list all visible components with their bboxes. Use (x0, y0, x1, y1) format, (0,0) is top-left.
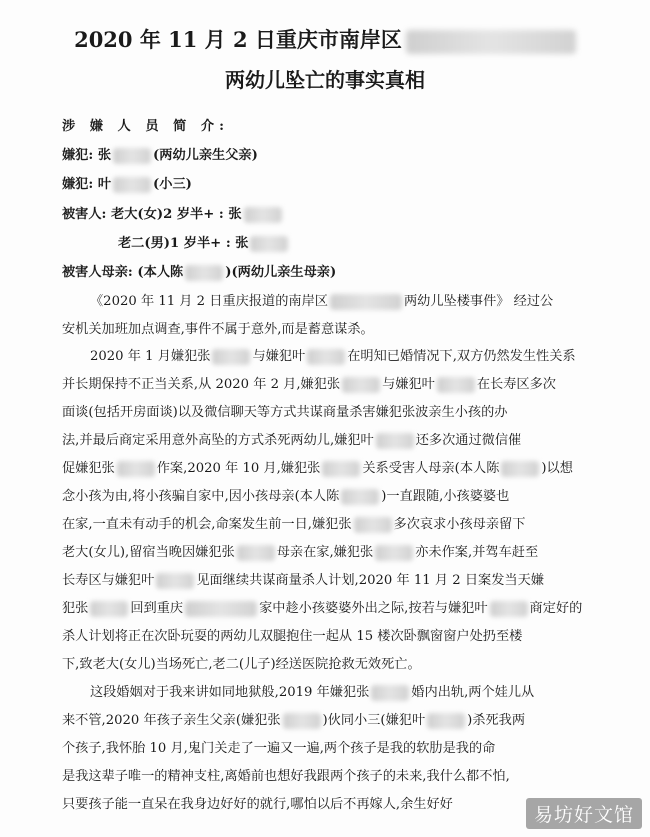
redaction-blur (501, 461, 539, 477)
site-watermark: 易坊好文馆 (526, 798, 642, 829)
document-title-line2: 两幼儿坠亡的事实真相 (225, 68, 425, 92)
text-line: 个孩子,我怀胎 10 月,鬼门关走了一遍又一遍,两个孩子是我的软肋是我的命 (62, 741, 496, 756)
text-line: 老大(女儿),留宿当晚因嫌犯张 母亲在家,嫌犯张 亦未作案,并驾车赶至 (62, 545, 539, 560)
redaction-blur (113, 148, 151, 164)
document-title-line1: 2020 年 11 月 2 日重庆市南岸区 (0, 24, 650, 54)
victim-mother: 被害人母亲: (本人陈 )(两幼儿亲生母亲) (62, 265, 337, 280)
redaction-blur (406, 30, 576, 54)
text-line: 2020 年 1 月嫌犯张 与嫌犯叶 在明知已婚情况下,双方仍然发生性关系 (90, 349, 576, 364)
redaction-blur (307, 349, 345, 365)
victim-2: 老二(男)1 岁半+ : 张 (118, 235, 290, 253)
text-line: 安机关加班加点调查,事件不属于意外,而是蓄意谋杀。 (62, 322, 374, 337)
redaction-blur (376, 433, 414, 449)
redaction-blur (185, 265, 223, 281)
victim-1: 被害人: 老大(女)2 岁半+ : 张 (62, 206, 284, 224)
redaction-blur (437, 377, 475, 393)
text-line: 这段婚姻对于我来讲如同地狱般,2019 年嫌犯张 婚内出轨,两个娃儿从 (90, 685, 535, 700)
redaction-blur (156, 573, 194, 589)
text-line: 在家,一直未有动手的机会,命案发生前一日,嫌犯张 多次哀求小孩母亲留下 (62, 517, 526, 532)
text-line: 长寿区与嫌犯叶 见面继续共谋商量杀人计划,2020 年 11 月 2 日案发当天嫌 (62, 573, 544, 588)
redaction-blur (244, 207, 282, 223)
redaction-blur (90, 601, 128, 617)
redaction-blur (375, 545, 413, 561)
redaction-blur (354, 517, 392, 533)
redaction-blur (113, 177, 151, 193)
text-line: 法,并最后商定采用意外高坠的方式杀死两幼儿,嫌犯叶 还多次通过微信催 (62, 433, 522, 448)
suspect-1: 嫌犯: 张 (两幼儿亲生父亲) (62, 148, 258, 163)
text-line: 来不管,2020 年孩子亲生父亲(嫌犯张 )伙同小三(嫌犯叶 )杀死我两 (62, 713, 526, 728)
redaction-blur (185, 601, 257, 617)
redaction-blur (283, 713, 321, 729)
redaction-blur (212, 349, 250, 365)
redaction-blur (237, 545, 275, 561)
text-line: 念小孩为由,将小孩骗自家中,因小孩母亲(本人陈 )一直跟随,小孩婆婆也 (62, 489, 510, 504)
redaction-blur (250, 236, 288, 252)
redaction-blur (427, 713, 465, 729)
text-line: 促嫌犯张 作案,2020 年 10 月,嫌犯张 关系受害人母亲(本人陈 )以想 (62, 461, 573, 476)
redaction-blur (371, 685, 409, 701)
text-line: 面谈(包括开房面谈)以及微信聊天等方式共谋商量杀害嫌犯张波亲生小孩的办 (62, 405, 508, 420)
redaction-blur (342, 377, 380, 393)
redaction-blur (330, 294, 402, 310)
text-line: 并长期保持不正当关系,从 2020 年 2 月,嫌犯张 与嫌犯叶 在长寿区多次 (62, 377, 556, 392)
text-line: 杀人计划将正在次卧玩耍的两幼儿双腿抱住一起从 15 楼次卧飘窗窗户处扔至楼 (62, 629, 523, 644)
redaction-blur (322, 461, 360, 477)
text-line: 犯张 回到重庆 家中趁小孩婆婆外出之际,按若与嫌犯叶 商定好的 (62, 601, 583, 616)
redaction-blur (341, 489, 379, 505)
redaction-blur (117, 461, 155, 477)
text-line: 《2020 年 11 月 2 日重庆报道的南岸区 两幼儿坠楼事件》 经过公 (90, 294, 554, 309)
suspects-header: 涉 嫌 人 员 简 介: (62, 119, 229, 134)
redaction-blur (490, 601, 528, 617)
text-line: 下,致老大(女儿)当场死亡,老二(儿子)经送医院抢救无效死亡。 (62, 657, 421, 672)
suspect-2: 嫌犯: 叶 (小三) (62, 177, 192, 192)
text-line: 是我这辈子唯一的精神支柱,离婚前也想好我跟两个孩子的未来,我什么都不怕, (62, 769, 510, 784)
text-line: 只要孩子能一直呆在我身边好好的就行,哪怕以后不再嫁人,余生好好 (62, 797, 453, 812)
